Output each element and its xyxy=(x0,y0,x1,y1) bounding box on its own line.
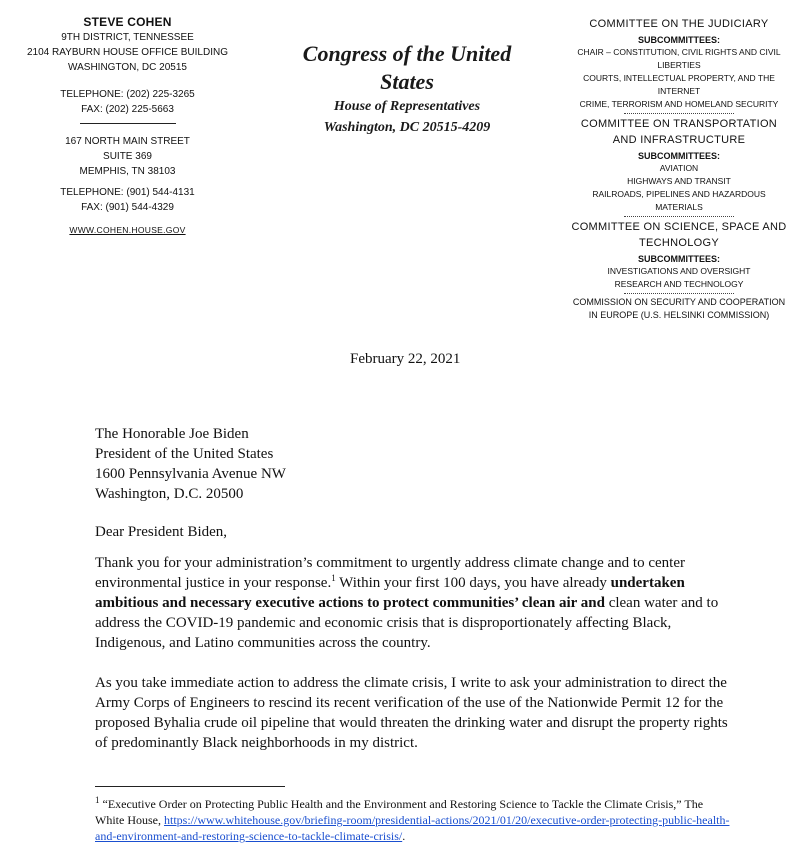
paragraph-2: As you take immediate action to address the climate crisis, I write to ask your administration to direct the Army Corps of Engineers to rescind its recent verification of the use of the Nationwide Permit 12 for the proposed Byhalia crude oil pipeline that would threaten the drinking water and disrupt the property rights of predominantly Black neighborhoods in my district. xyxy=(95,675,728,751)
subcommittees-heading: SUBCOMMITTEES: xyxy=(638,254,720,264)
masthead-congress: Congress of the United States xyxy=(302,41,512,94)
district-suite: SUITE 369 xyxy=(103,151,152,162)
subcommittee-item: AVIATION xyxy=(659,163,699,173)
subcommittee-item: RAILROADS, PIPELINES AND HAZARDOUS MATERIALS xyxy=(592,189,766,212)
district-label: 9TH DISTRICT, TENNESSEE xyxy=(61,32,194,43)
divider xyxy=(624,113,734,114)
paragraph-text: Thank you for your administration’s commitment to urgently address climate change and to center environmental justice in your response. xyxy=(95,555,685,591)
salutation: Dear President Biden, xyxy=(95,524,228,540)
divider xyxy=(80,123,176,124)
footnote xyxy=(95,796,735,844)
dc-telephone: TELEPHONE: (202) 225-3265 xyxy=(60,89,195,100)
district-city: MEMPHIS, TN 38103 xyxy=(79,166,176,177)
footnote-ref[interactable]: 1 xyxy=(331,573,336,583)
member-contact-block xyxy=(20,14,235,238)
commission-name: COMMISSION ON SECURITY AND COOPERATION IN EUROPE (U.S. HELSINKI COMMISSION) xyxy=(572,297,786,320)
masthead xyxy=(276,40,538,138)
committee-name: COMMITTEE ON THE JUDICIARY xyxy=(589,18,769,30)
paragraph-1 xyxy=(95,553,735,653)
letter-date: February 22, 2021 xyxy=(350,351,461,367)
dc-building: 2104 RAYBURN HOUSE OFFICE BUILDING xyxy=(27,47,228,58)
footnote-text: “Executive Order on Protecting Public Health and the Environment and Restoring Science to Tackle the Climate Crisis,” The White House, xyxy=(95,797,704,827)
subcommittee-item: INVESTIGATIONS AND OVERSIGHT xyxy=(607,266,751,276)
dc-fax: FAX: (202) 225-5663 xyxy=(81,104,174,115)
subcommittee-item: COURTS, INTELLECTUAL PROPERTY, AND THE INTERNET xyxy=(583,73,775,96)
footnote-divider xyxy=(95,786,285,787)
paragraph-text: clean water and to address the COVID-19 pandemic and economic crisis that is disproportionately affecting Black, Indigenous, and Latino communities across the country. xyxy=(95,595,719,651)
district-fax: FAX: (901) 544-4329 xyxy=(81,202,174,213)
paragraph-text: Within your first 100 days, you have already xyxy=(335,575,611,591)
committee-name: COMMITTEE ON SCIENCE, SPACE AND TECHNOLOGY xyxy=(571,221,787,249)
masthead-address: Washington, DC 20515-4209 xyxy=(323,120,491,135)
subcommittee-item: RESEARCH AND TECHNOLOGY xyxy=(614,279,744,289)
subcommittee-item: CRIME, TERRORISM AND HOMELAND SECURITY xyxy=(579,99,779,109)
subcommittee-item: CHAIR – CONSTITUTION, CIVIL RIGHTS AND CIVIL LIBERTIES xyxy=(577,47,781,70)
committee-list xyxy=(570,16,788,322)
committee-name: COMMITTEE ON TRANSPORTATION AND INFRASTRUCTURE xyxy=(580,118,778,146)
website-link[interactable]: WWW.COHEN.HOUSE.GOV xyxy=(69,225,186,235)
member-name: STEVE COHEN xyxy=(83,15,172,29)
subcommittees-heading: SUBCOMMITTEES: xyxy=(638,35,720,45)
divider xyxy=(624,216,734,217)
recipient-line: 1600 Pennsylvania Avenue NW xyxy=(95,466,286,482)
district-street: 167 NORTH MAIN STREET xyxy=(65,136,190,147)
subcommittee-item: HIGHWAYS AND TRANSIT xyxy=(627,176,731,186)
recipient-line: President of the United States xyxy=(95,446,274,462)
footnote-link[interactable]: https://www.whitehouse.gov/briefing-room/presidential-actions/2021/01/20/executive-order-protecting-public-health-and-environment-and-restoring-science-to-tackle-climate-crisis/ xyxy=(95,813,730,843)
masthead-house: House of Representatives xyxy=(333,99,481,114)
subcommittees-heading: SUBCOMMITTEES: xyxy=(638,151,720,161)
footnote-marker: 1 xyxy=(95,795,100,805)
paragraph-bold-text: undertaken ambitious and necessary executive actions to protect communities’ clean air and xyxy=(95,575,685,611)
dc-city: WASHINGTON, DC 20515 xyxy=(68,62,187,73)
recipient-line: The Honorable Joe Biden xyxy=(95,426,249,442)
recipient-line: Washington, D.C. 20500 xyxy=(95,486,244,502)
recipient-address xyxy=(95,424,286,504)
divider xyxy=(624,293,734,294)
footnote-end: . xyxy=(402,829,406,843)
district-telephone: TELEPHONE: (901) 544-4131 xyxy=(60,187,195,198)
